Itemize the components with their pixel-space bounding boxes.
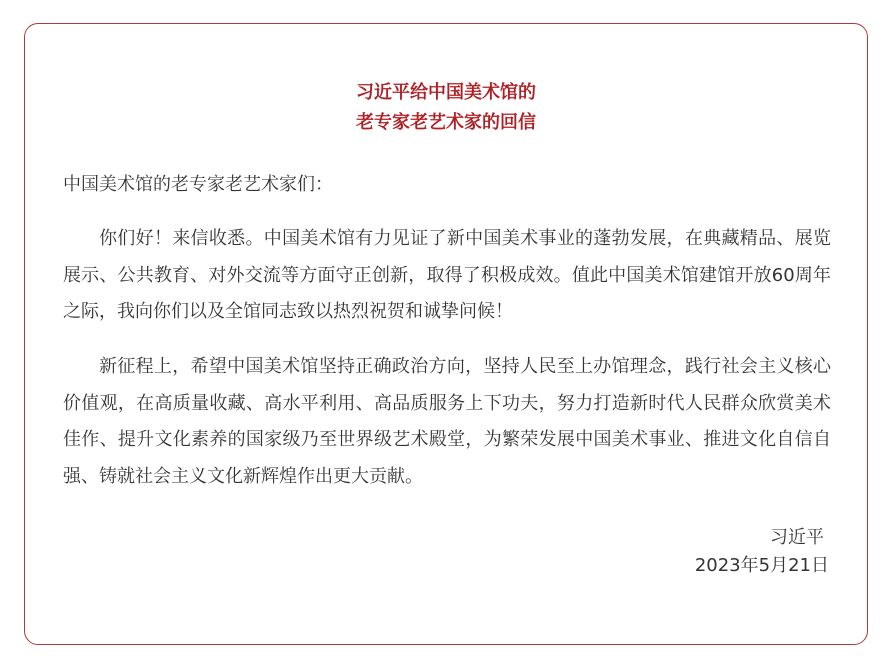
- letter-signature: 习近平: [770, 527, 824, 548]
- letter-paragraph-1: 你们好！来信收悉。中国美术馆有力见证了新中国美术事业的蓬勃发展，在典藏精品、展览展示、公共教育、对外交流等方面守正创新，取得了积极成效。值此中国美术馆建馆开放60周年之际，我向你们以及全馆同志致以热烈祝贺和诚挚问候！: [63, 228, 831, 322]
- letter-paragraph-2: 新征程上，希望中国美术馆坚持正确政治方向，坚持人民至上办馆理念，践行社会主义核心价值观，在高质量收藏、高水平利用、高品质服务上下功夫，努力打造新时代人民群众欣赏美术佳作、提升文化素养的国家级乃至世界级艺术殿堂，为繁荣发展中国美术事业、推进文化自信自强、铸就社会主义文化新辉煌作出更大贡献。: [63, 356, 831, 487]
- letter-frame: [24, 23, 868, 645]
- letter-date: 2023年5月21日: [694, 555, 829, 576]
- letter-title-line-1: 习近平给中国美术馆的: [356, 82, 536, 103]
- letter-title-line-2: 老专家老艺术家的回信: [356, 112, 536, 133]
- letter-salutation: 中国美术馆的老专家老艺术家们：: [63, 174, 333, 195]
